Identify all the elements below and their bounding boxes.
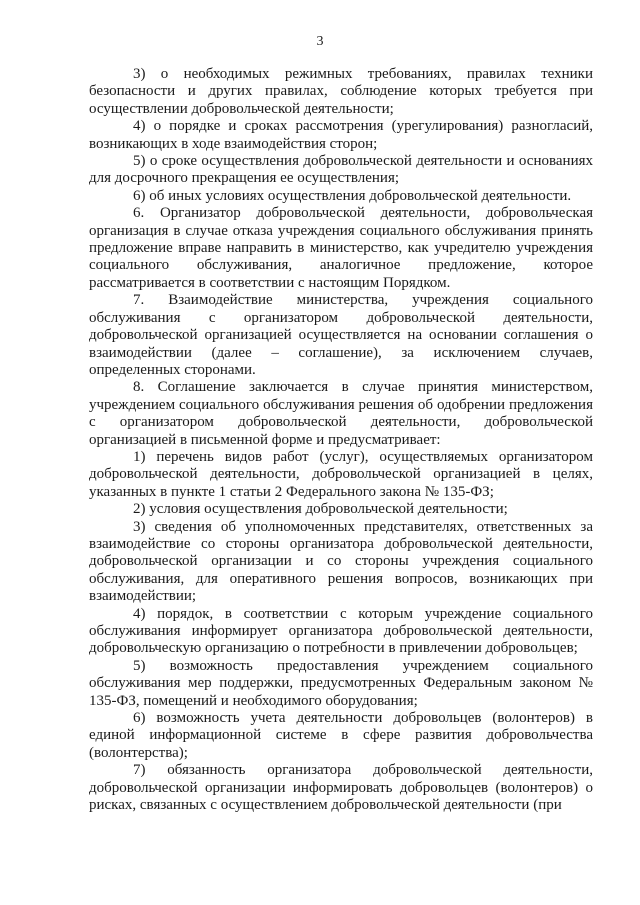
paragraph: 6) об иных условиях осуществления добровольческой деятельности.: [133, 187, 572, 204]
paragraph: 7) обязанность организатора добровольческой деятельности, добровольческой организации информировать добровольцев (волонтеров) о рисках, связанных с осуществлением добровольческой деятельности (при: [89, 762, 593, 814]
paragraph: 7. Взаимодействие министерства, учреждения социального обслуживания с организатором добровольческой деятельности, добровольческой организацией осуществляется на основании соглашения о взаимодействии (далее – соглашение), за исключением случаев, определенных сторонами.: [89, 292, 593, 378]
paragraph: 6. Организатор добровольческой деятельности, добровольческая организация в случае отказа учреждения социального обслуживания принять предложение вправе направить в министерство, как учредителю учреждения социального обслуживания, аналогичное предложение, которое рассматривается в соответствии с настоящим Порядком.: [89, 205, 593, 291]
paragraph: 6) возможность учета деятельности добровольцев (волонтеров) в единой информационной системе в сфере развития добровольчества (волонтерства);: [89, 710, 593, 761]
paragraph: 2) условия осуществления добровольческой деятельности;: [133, 501, 508, 518]
paragraph: 3) о необходимых режимных требованиях, правилах техники безопасности и других правилах, соблюдение которых требуется при осуществлении добровольческой деятельности;: [89, 66, 593, 117]
paragraph: 5) возможность предоставления учреждением социального обслуживания мер поддержки, предусмотренных Федеральным законом № 135-ФЗ, помещений и необходимого оборудования;: [89, 657, 593, 709]
paragraph: 4) порядок, в соответствии с которым учреждение социального обслуживания информирует организатора добровольческой деятельности, добровольческую организацию о потребности в привлечении добровольцев;: [89, 605, 593, 657]
document-body: [89, 66, 593, 814]
paragraph: 8. Соглашение заключается в случае принятия министерством, учреждением социального обслуживания решения об одобрении предложения с организатором добровольческой деятельности, добровольческой организацией в письменной форме и предусматривает:: [89, 379, 593, 448]
paragraph: 5) о сроке осуществления добровольческой деятельности и основаниях для досрочного прекращения ее осуществления;: [89, 153, 593, 187]
page-number: 3: [316, 34, 324, 49]
paragraph: 4) о порядке и сроках рассмотрения (урегулирования) разногласий, возникающих в ходе взаимодействия сторон;: [89, 118, 593, 152]
paragraph: 3) сведения об уполномоченных представителях, ответственных за взаимодействие со стороны организатора добровольческой деятельности, добровольческой организации и со стороны учреждения социального обслуживания, для оперативного решения вопросов, возникающих при взаимодействии;: [89, 518, 593, 605]
paragraph: 1) перечень видов работ (услуг), осуществляемых организатором добровольческой деятельности, добровольческой организацией в целях, указанных в пункте 1 статьи 2 Федерального закона № 135-ФЗ;: [89, 448, 593, 500]
